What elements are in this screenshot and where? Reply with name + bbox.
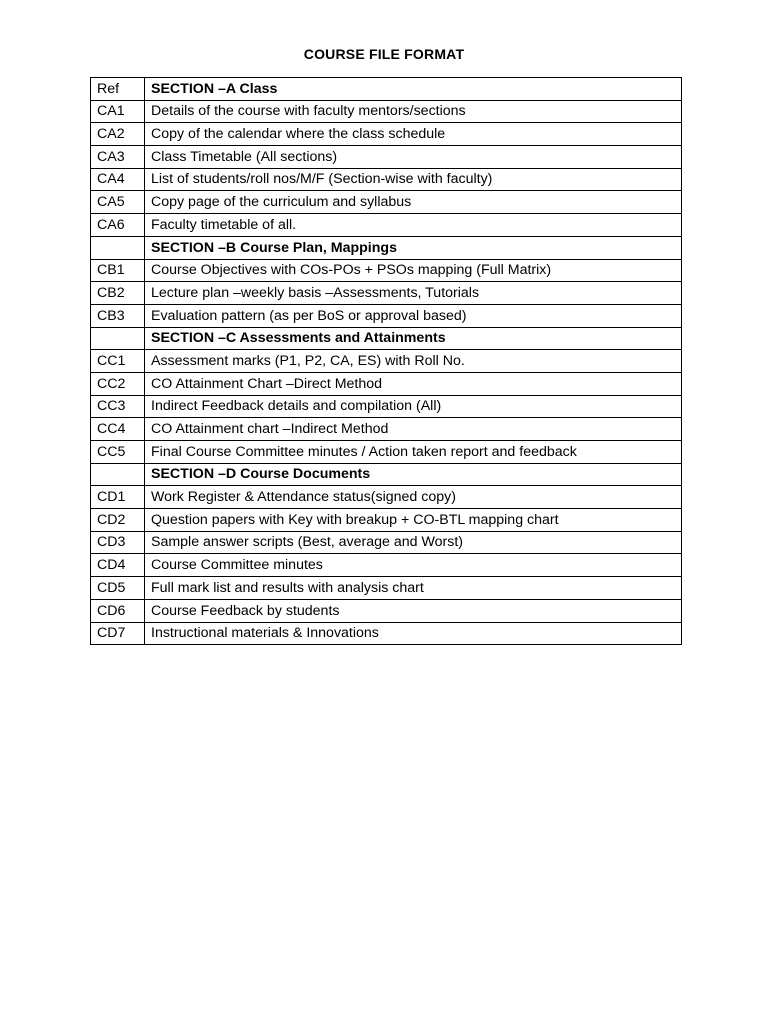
section-row	[91, 236, 682, 259]
table-row	[91, 168, 682, 191]
ref-code: CD3	[91, 531, 145, 554]
table-row	[91, 486, 682, 509]
table-row	[91, 123, 682, 146]
ref-code: CC1	[91, 350, 145, 373]
section-heading: SECTION –A Class	[145, 78, 682, 101]
item-description: Indirect Feedback details and compilation (All)	[145, 395, 682, 418]
item-description: Evaluation pattern (as per BoS or approval based)	[145, 304, 682, 327]
ref-code: CA2	[91, 123, 145, 146]
item-description: Course Objectives with COs-POs + PSOs mapping (Full Matrix)	[145, 259, 682, 282]
ref-code: CA1	[91, 100, 145, 123]
table-row	[91, 259, 682, 282]
table-row	[91, 509, 682, 532]
item-description: Course Committee minutes	[145, 554, 682, 577]
ref-code: CB2	[91, 282, 145, 305]
ref-code: CD6	[91, 599, 145, 622]
item-description: CO Attainment chart –Indirect Method	[145, 418, 682, 441]
table-row	[91, 441, 682, 464]
table-row	[91, 599, 682, 622]
ref-code	[91, 236, 145, 259]
ref-code: CD5	[91, 577, 145, 600]
ref-code: CC5	[91, 441, 145, 464]
item-description: Faculty timetable of all.	[145, 214, 682, 237]
ref-code: CA6	[91, 214, 145, 237]
item-description: Course Feedback by students	[145, 599, 682, 622]
ref-code: CD4	[91, 554, 145, 577]
item-description: Copy page of the curriculum and syllabus	[145, 191, 682, 214]
item-description: CO Attainment Chart –Direct Method	[145, 372, 682, 395]
ref-code: CA5	[91, 191, 145, 214]
item-description: Instructional materials & Innovations	[145, 622, 682, 645]
ref-code	[91, 463, 145, 486]
ref-code: CC3	[91, 395, 145, 418]
table-row	[91, 214, 682, 237]
item-description: Question papers with Key with breakup + CO-BTL mapping chart	[145, 509, 682, 532]
table-row	[91, 554, 682, 577]
course-file-table	[90, 77, 682, 645]
item-description: Assessment marks (P1, P2, CA, ES) with Roll No.	[145, 350, 682, 373]
ref-code: CD1	[91, 486, 145, 509]
section-row	[91, 327, 682, 350]
table-row	[91, 282, 682, 305]
item-description: Full mark list and results with analysis chart	[145, 577, 682, 600]
table-row	[91, 577, 682, 600]
table-row	[91, 418, 682, 441]
table-row	[91, 304, 682, 327]
item-description: Class Timetable (All sections)	[145, 146, 682, 169]
table-row	[91, 100, 682, 123]
ref-code: CC2	[91, 372, 145, 395]
table-row	[91, 350, 682, 373]
section-heading: SECTION –B Course Plan, Mappings	[145, 236, 682, 259]
table-row	[91, 531, 682, 554]
ref-column-header: Ref	[91, 78, 145, 101]
ref-code: CC4	[91, 418, 145, 441]
ref-code: CB3	[91, 304, 145, 327]
table-header-row	[91, 78, 682, 101]
section-row	[91, 463, 682, 486]
section-heading: SECTION –D Course Documents	[145, 463, 682, 486]
table-row	[91, 146, 682, 169]
ref-code	[91, 327, 145, 350]
table-row	[91, 622, 682, 645]
ref-code: CB1	[91, 259, 145, 282]
item-description: Work Register & Attendance status(signed copy)	[145, 486, 682, 509]
ref-code: CA4	[91, 168, 145, 191]
ref-code: CA3	[91, 146, 145, 169]
table-row	[91, 191, 682, 214]
item-description: Final Course Committee minutes / Action taken report and feedback	[145, 441, 682, 464]
section-heading: SECTION –C Assessments and Attainments	[145, 327, 682, 350]
item-description: Copy of the calendar where the class schedule	[145, 123, 682, 146]
document-title: COURSE FILE FORMAT	[303, 46, 465, 62]
table-row	[91, 395, 682, 418]
item-description: Sample answer scripts (Best, average and Worst)	[145, 531, 682, 554]
item-description: List of students/roll nos/M/F (Section-wise with faculty)	[145, 168, 682, 191]
item-description: Lecture plan –weekly basis –Assessments, Tutorials	[145, 282, 682, 305]
item-description: Details of the course with faculty mentors/sections	[145, 100, 682, 123]
ref-code: CD2	[91, 509, 145, 532]
ref-code: CD7	[91, 622, 145, 645]
table-row	[91, 372, 682, 395]
